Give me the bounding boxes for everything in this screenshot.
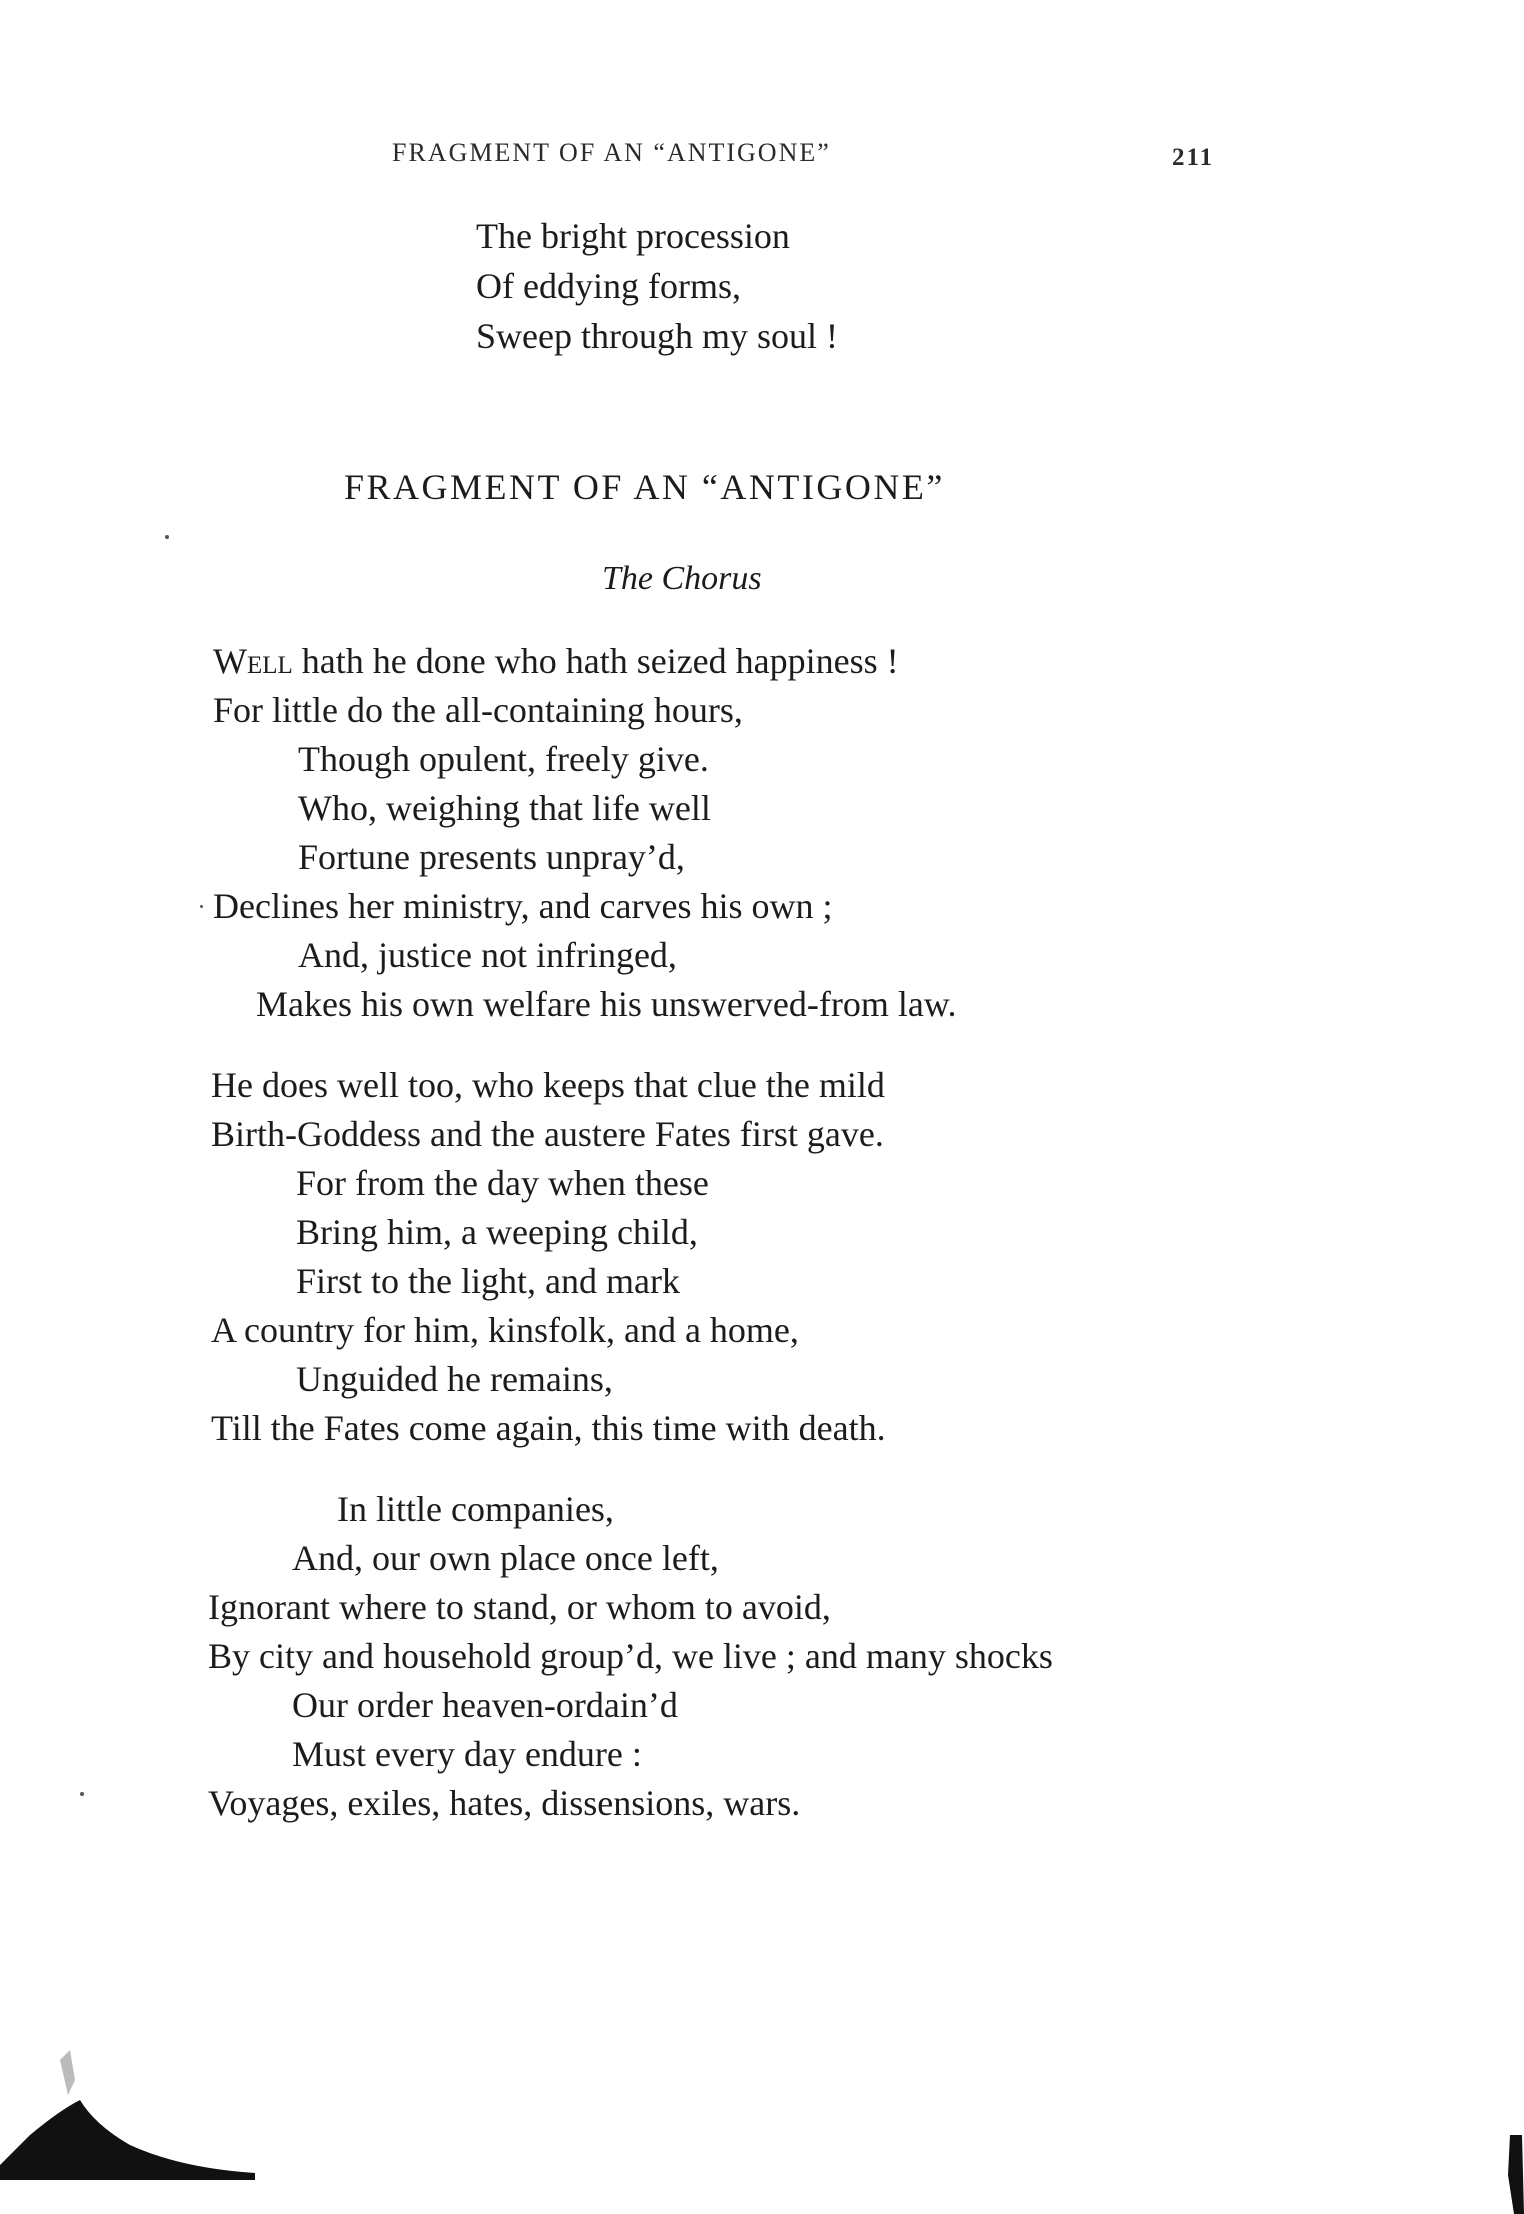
poem-line: First to the light, and mark — [296, 1261, 680, 1301]
poem-line: Though opulent, freely give. — [298, 739, 709, 779]
poem-line: For from the day when these — [296, 1163, 709, 1203]
poem-line: Voyages, exiles, hates, dissensions, wars. — [208, 1783, 801, 1823]
previous-poem-line: The bright procession — [476, 216, 790, 256]
poem-line: Ignorant where to stand, or whom to avoid, — [208, 1587, 831, 1627]
poem-line: Birth-Goddess and the austere Fates first gave. — [211, 1114, 884, 1154]
poem-line: And, our own place once left, — [292, 1538, 719, 1578]
poem-line: Declines her ministry, and carves his own ; — [213, 886, 833, 926]
poem-line: Fortune presents unpray’d, — [298, 837, 685, 877]
poem-line: A country for him, kinsfolk, and a home, — [211, 1310, 799, 1350]
page-edge-shadow — [0, 2040, 270, 2180]
poem-line: Bring him, a weeping child, — [296, 1212, 698, 1252]
poem-line: Must every day endure : — [292, 1734, 642, 1774]
previous-poem-line: Sweep through my soul ! — [476, 316, 838, 356]
page-edge-mark — [1504, 2135, 1524, 2214]
poem-line: Till the Fates come again, this time with death. — [211, 1408, 886, 1448]
poem-line: For little do the all-containing hours, — [213, 690, 743, 730]
scan-speck — [165, 535, 169, 539]
running-head: FRAGMENT OF AN “ANTIGONE” — [392, 138, 831, 167]
page-number: 211 — [1172, 144, 1215, 171]
poem-title: FRAGMENT OF AN “ANTIGONE” — [344, 467, 945, 507]
poem-line: And, justice not infringed, — [298, 935, 677, 975]
opening-word: Well — [213, 641, 293, 681]
poem-line: Unguided he remains, — [296, 1359, 613, 1399]
poem-line: By city and household group’d, we live ; and many shocks — [208, 1636, 1053, 1676]
poem-first-line — [213, 643, 899, 679]
poem-line: In little companies, — [337, 1489, 614, 1529]
poem-line: He does well too, who keeps that clue the mild — [211, 1065, 885, 1105]
poem-subtitle: The Chorus — [602, 560, 762, 597]
first-line-text: hath he done who hath seized happiness ! — [292, 641, 899, 681]
poem-line: Makes his own welfare his unswerved-from law. — [256, 984, 957, 1024]
scan-speck — [80, 1792, 84, 1796]
poem-line: Our order heaven-ordain’d — [292, 1685, 678, 1725]
previous-poem-line: Of eddying forms, — [476, 266, 741, 306]
scan-speck — [200, 905, 203, 908]
poem-line: Who, weighing that life well — [298, 788, 711, 828]
